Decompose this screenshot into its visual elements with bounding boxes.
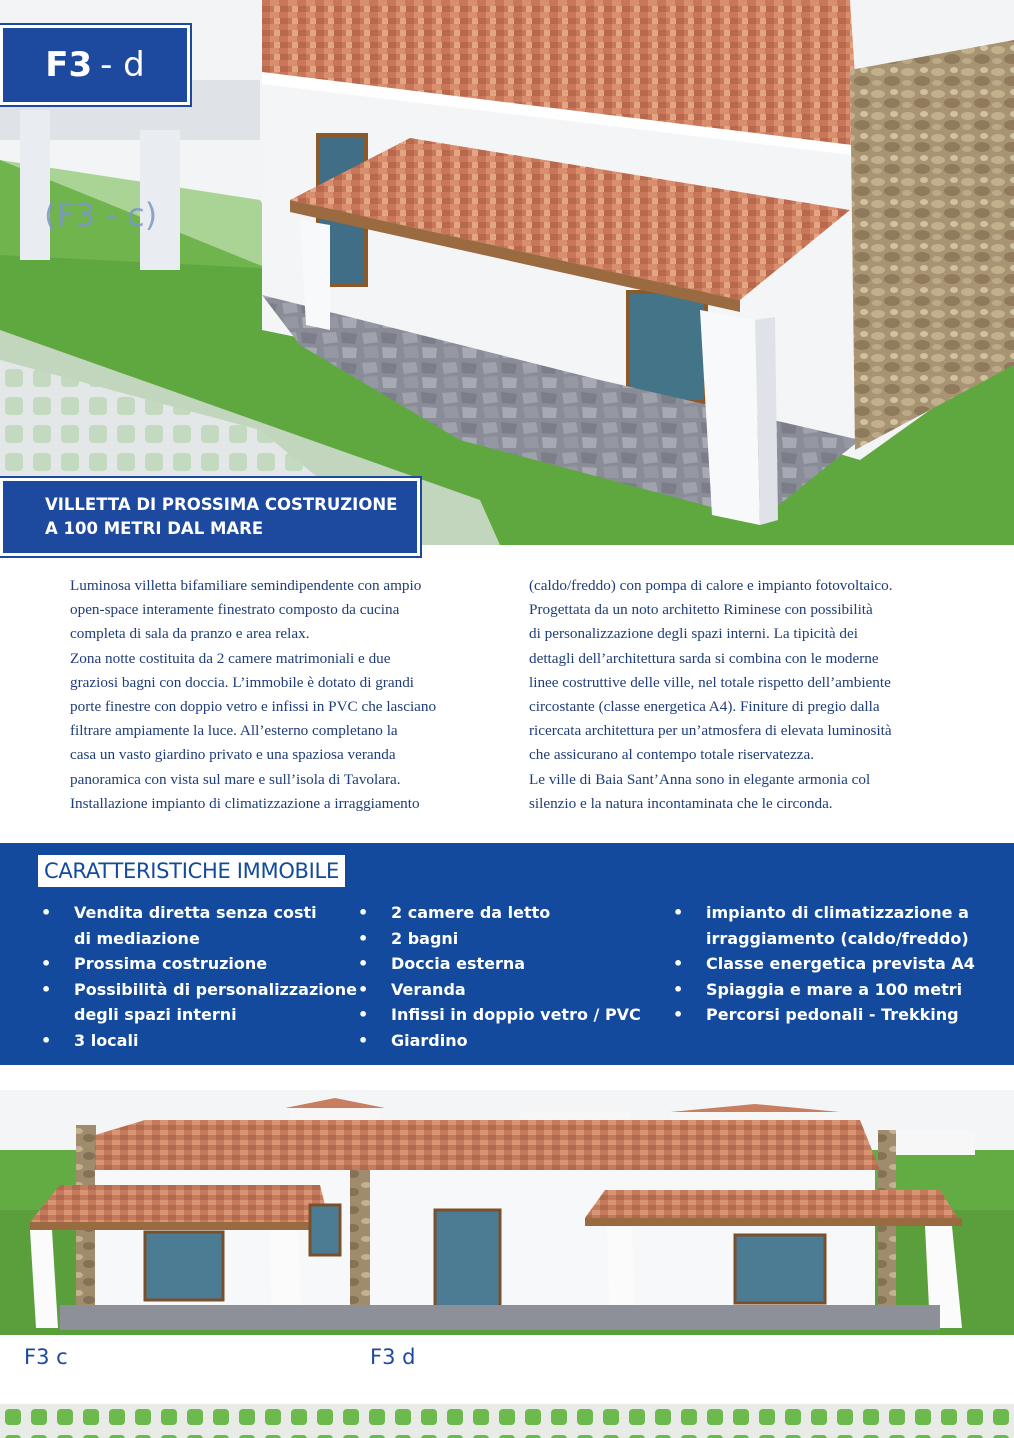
paving-strip [0, 1404, 1014, 1438]
description-line: Installazione impianto di climatizzazione a irraggiamento [70, 794, 420, 812]
feature-item: • Vendita diretta senza costi [41, 900, 357, 926]
feature-item: • 3 locali [41, 1028, 357, 1054]
description-line: filtrare ampiamente la luce. All’esterno completano la [70, 722, 398, 740]
description-line: dettagli dell’architettura sarda si combina con le moderne [529, 649, 879, 667]
description-line: ricercata architettura per un’atmosfera di elevata luminosità [529, 722, 892, 740]
features-heading: CARATTERISTICHE IMMOBILE [38, 855, 345, 887]
listing-title [0, 478, 420, 556]
feature-item: • Classe energetica prevista A4 [673, 951, 975, 977]
feature-item: • 2 bagni [358, 926, 641, 952]
feature-item: • 2 camere da letto [358, 900, 641, 926]
villa-render-bottom-image [0, 1090, 1014, 1335]
description-line: graziosi bagni con doccia. L’immobile è dotato di grandi [70, 673, 415, 691]
listing-title-line-1: VILLETTA DI PROSSIMA COSTRUZIONE [45, 495, 398, 514]
unit-label-f3d: F3 d [370, 1345, 416, 1369]
features-column-1 [41, 900, 357, 1054]
description [0, 574, 1014, 824]
description-line: linee costruttive delle ville, nel totale rispetto dell’ambiente [529, 673, 891, 691]
description-line: porte finestre con doppio vetro e infissi in PVC che lasciano [70, 698, 437, 716]
feature-item: • impianto di climatizzazione a [673, 900, 975, 926]
unit-code: F3 [45, 45, 93, 85]
description-line: Luminosa villetta bifamiliare semindipendente con ampio [70, 577, 422, 594]
features-panel [0, 843, 1014, 1065]
paving-strip-image [0, 1404, 1014, 1438]
neighbor-unit-label: (F3 - c) [44, 196, 158, 234]
description-line: che assicurano al contempo totale riservatezza. [529, 746, 815, 764]
feature-item: • Percorsi pedonali - Trekking [673, 1002, 975, 1028]
description-line: Zona notte costituita da 2 camere matrimoniali e due [70, 649, 391, 667]
listing-title-line-2: A 100 METRI DAL MARE [45, 519, 264, 538]
villa-render-bottom [0, 1090, 1014, 1335]
description-column-right [529, 574, 954, 816]
unit-code-suffix: - d [100, 45, 145, 85]
features-column-3 [673, 900, 975, 1028]
description-line: Le ville di Baia Sant’Anna sono in elegante armonia col [529, 770, 871, 788]
feature-item: degli spazi interni [74, 1005, 237, 1025]
feature-item: • Veranda [358, 977, 641, 1003]
description-line: circostante (classe energetica A4). Finiture di pregio dalla [529, 698, 880, 716]
feature-item: • Spiaggia e mare a 100 metri [673, 977, 975, 1003]
unit-code-badge [0, 25, 190, 105]
features-column-2 [358, 900, 641, 1054]
description-line: panoramica con vista sul mare e sull’isola di Tavolara. [70, 770, 401, 788]
feature-item: • Infissi in doppio vetro / PVC [358, 1002, 641, 1028]
description-line: open-space interamente finestrato composto da cucina [70, 601, 400, 619]
description-line: casa un vasto giardino privato e una spaziosa veranda [70, 746, 396, 764]
feature-item: • Possibilità di personalizzazione [41, 977, 357, 1003]
feature-item: • Doccia esterna [358, 951, 641, 977]
description-line: Progettata da un noto architetto Riminese con possibilità [529, 601, 873, 619]
feature-item: di mediazione [74, 928, 200, 948]
feature-item: irraggiamento (caldo/freddo) [706, 928, 969, 948]
feature-item: • Giardino [358, 1028, 641, 1054]
feature-item: • Prossima costruzione [41, 951, 357, 977]
description-line: completa di sala da pranzo e area relax. [70, 625, 310, 643]
description-column-left [70, 574, 490, 816]
description-line: di personalizzazione degli spazi interni. La tipicità dei [529, 625, 858, 643]
unit-label-f3c: F3 c [24, 1345, 68, 1369]
description-line: (caldo/freddo) con pompa di calore e impianto fotovoltaico. [529, 577, 893, 594]
description-line: silenzio e la natura incontaminata che le circonda. [529, 794, 833, 812]
